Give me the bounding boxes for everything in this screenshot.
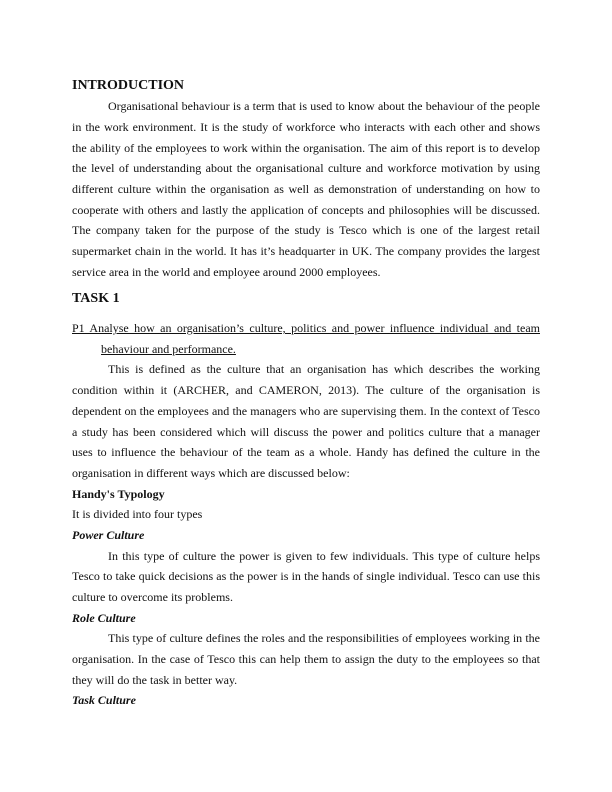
text-line: organisation. In the case of Tesco this can help them to assign the duty to the employees so that [72, 652, 540, 667]
task1-paragraph [72, 359, 540, 483]
text-line: culture to overcome its problems. [72, 590, 233, 604]
text-line: This type of culture defines the roles and the responsibilities of employees working in the [108, 631, 540, 646]
power-culture-heading: Power Culture [72, 527, 145, 542]
text-line: cooperate with others and lastly the application of concepts and philosophies will be discussed. [72, 202, 540, 217]
text-line: in the work environment. It is the study of workforce who interacts with each other and shows [72, 119, 540, 134]
role-culture-heading: Role Culture [72, 610, 136, 625]
introduction-heading: INTRODUCTION [72, 77, 185, 93]
text-line: In this type of culture the power is given to few individuals. This type of culture helps [108, 548, 540, 563]
text-line [72, 339, 540, 360]
text-line: organisation in different ways which are discussed below: [72, 465, 350, 480]
text-line: supermarket chain in the world. It has it’s headquarter in UK. The company provides the largest [72, 244, 540, 258]
text-line: condition within it (ARCHER, and CAMERON, 2013). The culture of the organisation is [72, 383, 540, 398]
text-line: This is defined as the culture that an organisation has which describes the working [108, 362, 540, 377]
task1-heading: TASK 1 [72, 291, 120, 307]
document-page [72, 76, 540, 712]
typology-heading: Handy's Typology [72, 486, 165, 501]
text-line: uses to influence the behaviour of the team as a whole. Handy has defined the culture in the [72, 445, 540, 460]
text-line: different culture within the organisation as well as demonstration of understanding on how to [72, 181, 540, 196]
text-line: the level of understanding about the organisational culture and workforce motivation by using [72, 161, 540, 176]
text-line: Tesco to take quick decisions as the power is in the hands of single individual. Tesco can use this [72, 569, 540, 584]
typology-intro: It is divided into four types [72, 507, 203, 522]
p1-question [72, 318, 540, 359]
text-line: a study has been considered which will discuss the power and politics culture that a manager [72, 424, 540, 439]
text-line: they will do the task in better way. [72, 672, 238, 687]
text-span: behaviour and performance. [101, 341, 236, 356]
text-line: the ability of the employees to work within the organisation. The aim of this report is to develop [72, 140, 540, 155]
text-line: service area in the world and employee around 2000 employees. [72, 264, 381, 279]
text-line: Organisational behaviour is a term that is used to know about the behaviour of the people [108, 99, 540, 114]
power-culture-paragraph [72, 546, 540, 608]
task-culture-heading: Task Culture [72, 693, 136, 708]
text-line: dependent on the employees and the managers who are supervising them. In the context of Tesco [72, 403, 540, 418]
text-line: P1 Analyse how an organisation’s culture, politics and power influence individual and team [72, 321, 540, 336]
introduction-paragraph [72, 96, 540, 282]
text-line: The company taken for the purpose of the study is Tesco which is one of the largest retail [72, 223, 540, 238]
role-culture-paragraph [72, 628, 540, 690]
